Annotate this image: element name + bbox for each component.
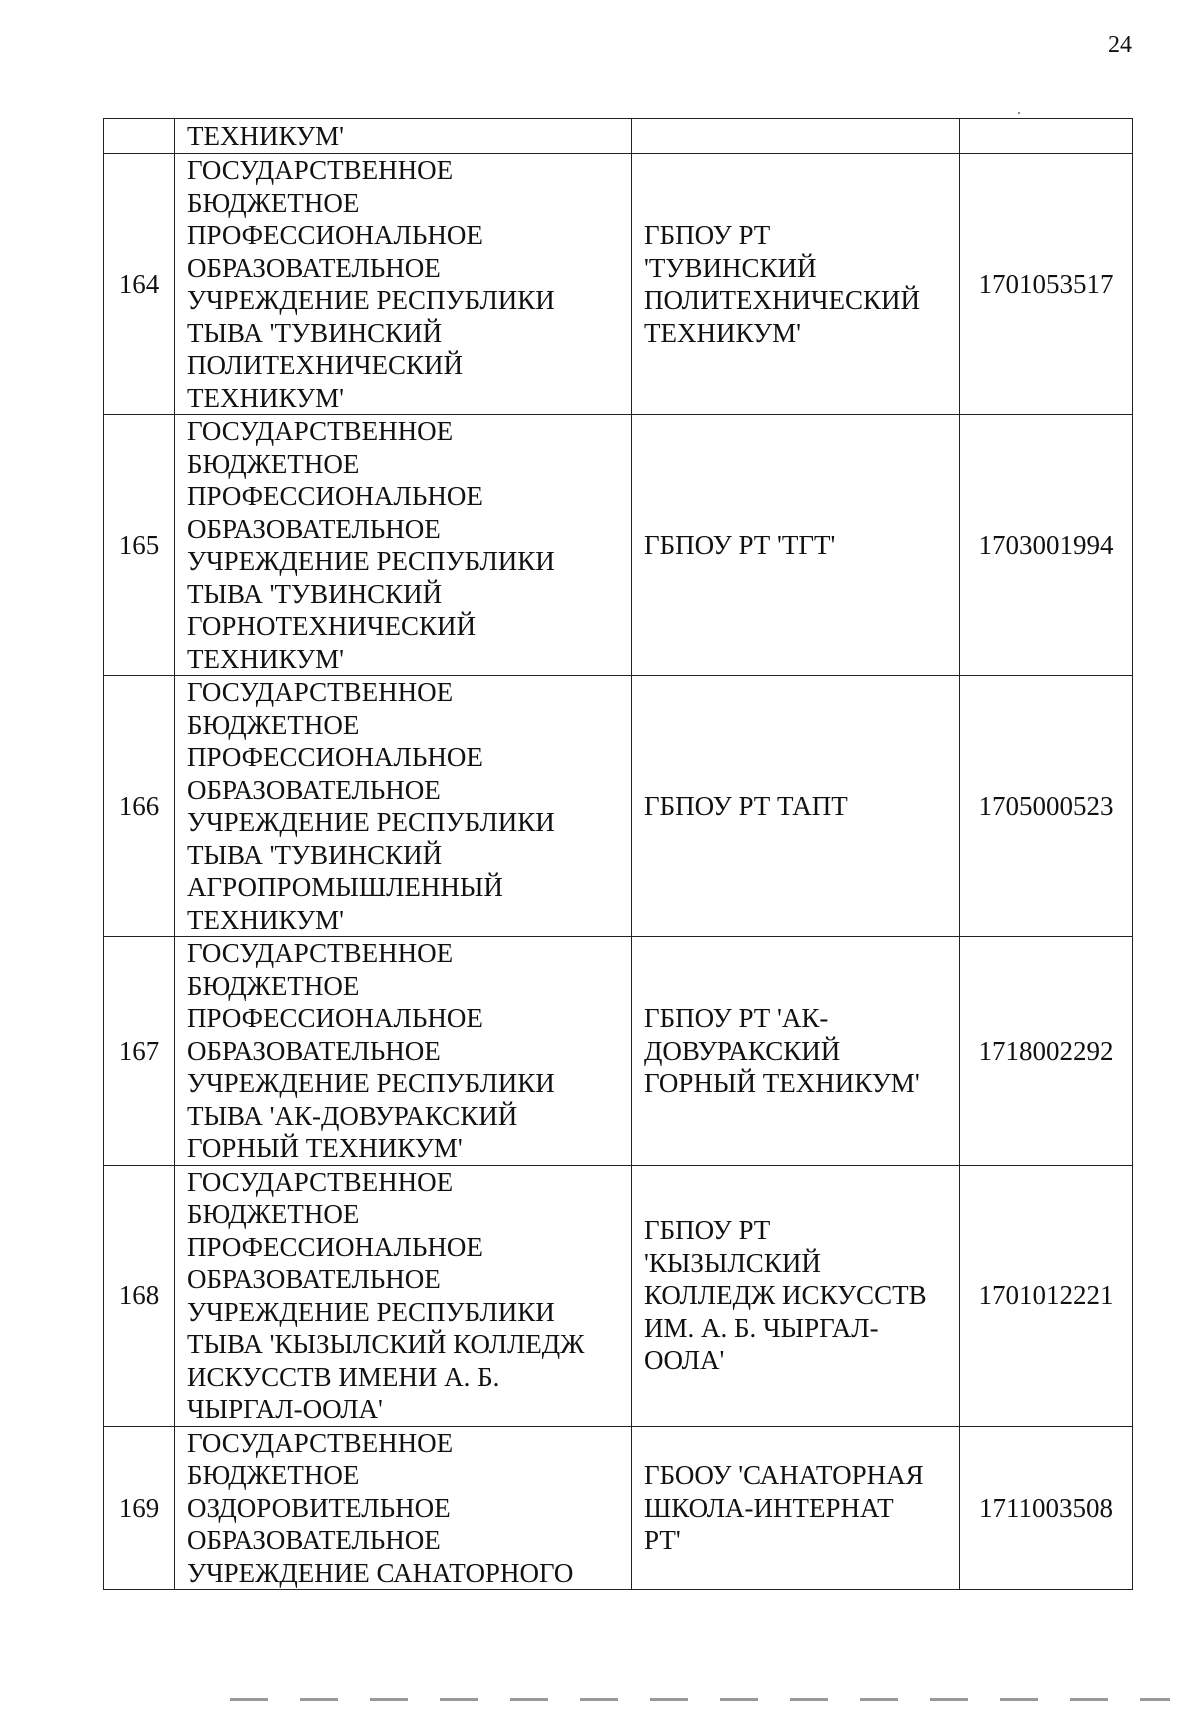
inn: 1701012221 <box>960 1165 1133 1426</box>
full-name: ГОСУДАРСТВЕННОЕ БЮДЖЕТНОЕ ПРОФЕССИОНАЛЬНОЕ ОБРАЗОВАТЕЛЬНОЕ УЧРЕЖДЕНИЕ РЕСПУБЛИКИ ТЫВА 'ТУВИНСКИЙ ПОЛИТЕХНИЧЕСКИЙ ТЕХНИКУМ' <box>175 154 632 415</box>
row-number: 166 <box>104 676 175 937</box>
inn: 1705000523 <box>960 676 1133 937</box>
row-number <box>104 119 175 154</box>
short-name: ГБПОУ РТ 'ТУВИНСКИЙ ПОЛИТЕХНИЧЕСКИЙ ТЕХНИКУМ' <box>632 154 960 415</box>
page-number: 24 <box>1108 32 1132 58</box>
short-name: ГБПОУ РТ 'КЫЗЫЛСКИЙ КОЛЛЕДЖ ИСКУССТВ ИМ. А. Б. ЧЫРГАЛ- ООЛА' <box>632 1165 960 1426</box>
inn: 1718002292 <box>960 937 1133 1166</box>
full-name: ГОСУДАРСТВЕННОЕ БЮДЖЕТНОЕ ПРОФЕССИОНАЛЬНОЕ ОБРАЗОВАТЕЛЬНОЕ УЧРЕЖДЕНИЕ РЕСПУБЛИКИ ТЫВА 'ТУВИНСКИЙ АГРОПРОМЫШЛЕННЫЙ ТЕХНИКУМ' <box>175 676 632 937</box>
short-name: ГБООУ 'САНАТОРНАЯ ШКОЛА-ИНТЕРНАТ РТ' <box>632 1426 960 1590</box>
table-row <box>104 937 1133 1166</box>
row-number: 169 <box>104 1426 175 1590</box>
short-name: ГБПОУ РТ 'ТГТ' <box>632 415 960 676</box>
full-name: ГОСУДАРСТВЕННОЕ БЮДЖЕТНОЕ ПРОФЕССИОНАЛЬНОЕ ОБРАЗОВАТЕЛЬНОЕ УЧРЕЖДЕНИЕ РЕСПУБЛИКИ ТЫВА 'АК-ДОВУРАКСКИЙ ГОРНЫЙ ТЕХНИКУМ' <box>175 937 632 1166</box>
institutions-table <box>103 118 1133 1590</box>
short-name <box>632 119 960 154</box>
scan-artifact <box>1018 112 1020 114</box>
short-name: ГБПОУ РТ ТАПТ <box>632 676 960 937</box>
full-name: ГОСУДАРСТВЕННОЕ БЮДЖЕТНОЕ ОЗДОРОВИТЕЛЬНОЕ ОБРАЗОВАТЕЛЬНОЕ УЧРЕЖДЕНИЕ САНАТОРНОГО <box>175 1426 632 1590</box>
inn: 1703001994 <box>960 415 1133 676</box>
full-name: ГОСУДАРСТВЕННОЕ БЮДЖЕТНОЕ ПРОФЕССИОНАЛЬНОЕ ОБРАЗОВАТЕЛЬНОЕ УЧРЕЖДЕНИЕ РЕСПУБЛИКИ ТЫВА 'ТУВИНСКИЙ ГОРНОТЕХНИЧЕСКИЙ ТЕХНИКУМ' <box>175 415 632 676</box>
table-row <box>104 154 1133 415</box>
table-row <box>104 1165 1133 1426</box>
table-row-continued <box>104 119 1133 154</box>
short-name: ГБПОУ РТ 'АК- ДОВУРАКСКИЙ ГОРНЫЙ ТЕХНИКУМ' <box>632 937 960 1166</box>
row-number: 164 <box>104 154 175 415</box>
table-row <box>104 1426 1133 1590</box>
full-name: ГОСУДАРСТВЕННОЕ БЮДЖЕТНОЕ ПРОФЕССИОНАЛЬНОЕ ОБРАЗОВАТЕЛЬНОЕ УЧРЕЖДЕНИЕ РЕСПУБЛИКИ ТЫВА 'КЫЗЫЛСКИЙ КОЛЛЕДЖ ИСКУССТВ ИМЕНИ А. Б. ЧЫРГАЛ-ООЛА' <box>175 1165 632 1426</box>
row-number: 165 <box>104 415 175 676</box>
table-row <box>104 676 1133 937</box>
scan-footer-artifact <box>230 1698 1170 1701</box>
table-row <box>104 415 1133 676</box>
row-number: 167 <box>104 937 175 1166</box>
inn: 1711003508 <box>960 1426 1133 1590</box>
full-name: ТЕХНИКУМ' <box>175 119 632 154</box>
inn <box>960 119 1133 154</box>
row-number: 168 <box>104 1165 175 1426</box>
inn: 1701053517 <box>960 154 1133 415</box>
